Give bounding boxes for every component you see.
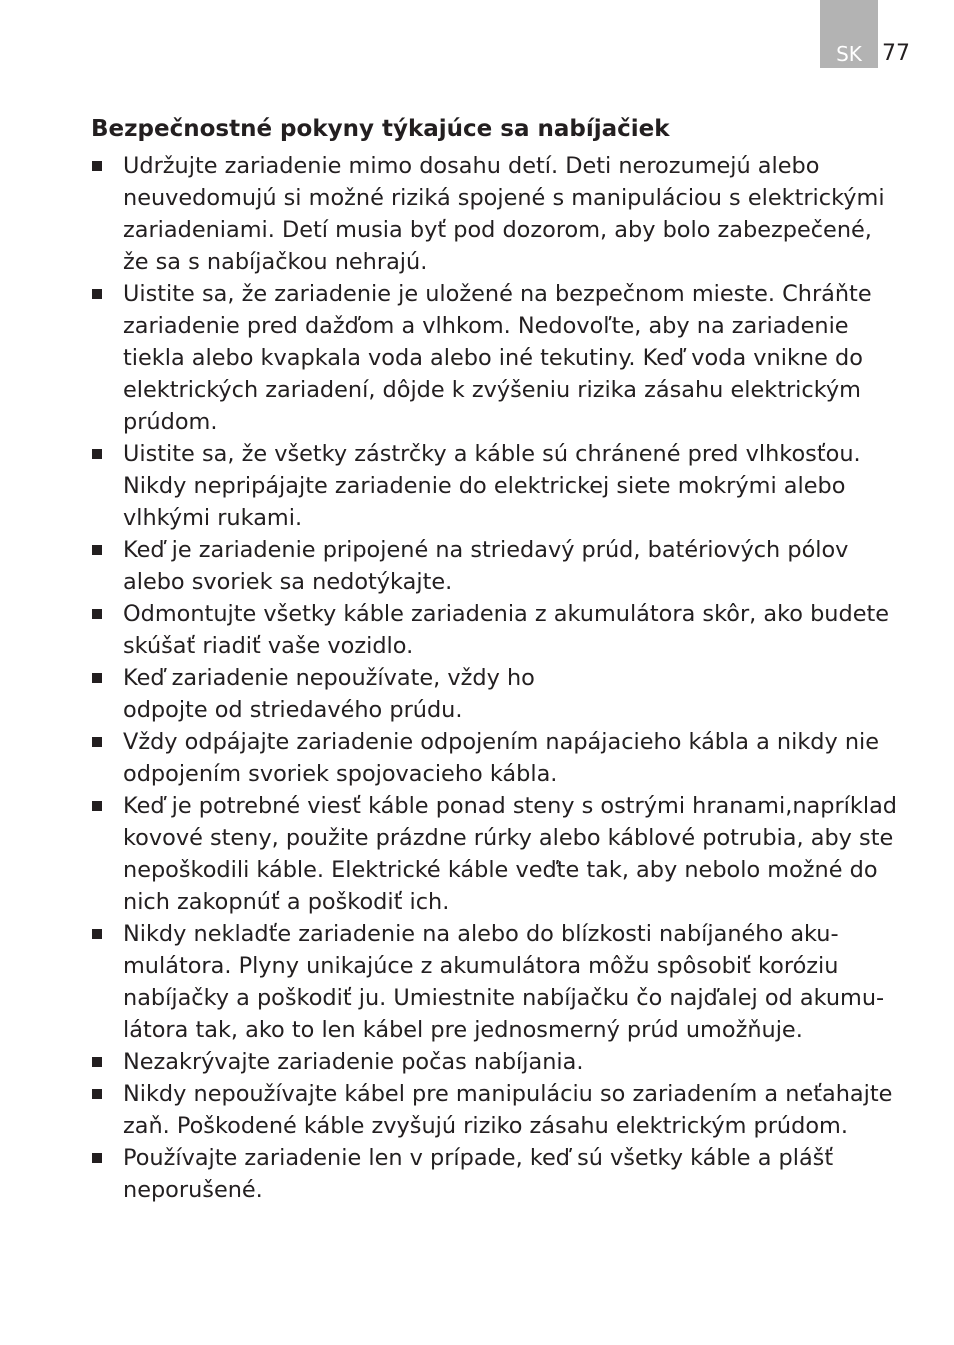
list-item-text-line: elektrických zariadení, dôjde k zvýšeniu rizika zásahu elektrickým — [123, 377, 861, 403]
list-item — [91, 1046, 911, 1078]
list-item-text-line: tiekla alebo kvapkala voda alebo iné tekutiny. Keď voda vnikne do — [123, 345, 863, 371]
safety-instructions-list — [91, 150, 911, 1206]
list-item — [91, 918, 911, 1046]
square-bullet-icon — [92, 1153, 102, 1163]
square-bullet-icon — [92, 929, 102, 939]
square-bullet-icon — [92, 1057, 102, 1067]
square-bullet-icon — [92, 545, 102, 555]
list-item-text-line: že sa s nabíjačkou nehrajú. — [123, 249, 428, 275]
list-item — [91, 534, 911, 598]
list-item-text-line: odpojte od striedavého prúdu. — [123, 697, 463, 723]
list-item-text-line: nepoškodili káble. Elektrické káble veďte tak, aby nebolo možné do — [123, 857, 878, 883]
square-bullet-icon — [92, 737, 102, 747]
list-item-text-line: Nikdy nepoužívajte kábel pre manipuláciu so zariadením a neťahajte — [123, 1081, 893, 1107]
list-item-text-line: Keď je potrebné viesť káble ponad steny s ostrými hranami,napríklad — [123, 793, 898, 819]
square-bullet-icon — [92, 289, 102, 299]
list-item-text-line: Uistite sa, že zariadenie je uložené na bezpečnom mieste. Chráňte — [123, 281, 872, 307]
list-item-text-line: nich zakopnúť a poškodiť ich. — [123, 889, 450, 915]
list-item-text-line: Nikdy nepripájajte zariadenie do elektrickej siete mokrými alebo — [123, 473, 846, 499]
square-bullet-icon — [92, 673, 102, 683]
list-item-text-line: látora tak, ako to len kábel pre jednosmerný prúd umožňuje. — [123, 1017, 803, 1043]
list-item-text-line: Odmontujte všetky káble zariadenia z akumulátora skôr, ako budete — [123, 601, 890, 627]
list-item-text-line: zariadenie pred dažďom a vlhkom. Nedovoľte, aby na zariadenie — [123, 313, 849, 339]
list-item-text-line: skúšať riadiť vaše vozidlo. — [123, 633, 414, 659]
square-bullet-icon — [92, 609, 102, 619]
square-bullet-icon — [92, 449, 102, 459]
list-item — [91, 1078, 911, 1142]
list-item-text-line: Keď zariadenie nepoužívate, vždy ho — [123, 665, 535, 691]
list-item-text-line: nabíjačky a poškodiť ju. Umiestnite nabíjačku čo najďalej od akumu- — [123, 985, 885, 1011]
language-label: SK — [836, 42, 862, 66]
list-item-text-line: vlhkými rukami. — [123, 505, 303, 531]
list-item — [91, 662, 911, 726]
list-item-text-line: alebo svoriek sa nedotýkajte. — [123, 569, 453, 595]
list-item-text-line: prúdom. — [123, 409, 218, 435]
list-item-text-line: Nezakrývajte zariadenie počas nabíjania. — [123, 1049, 584, 1075]
list-item — [91, 598, 911, 662]
list-item — [91, 278, 911, 438]
list-item — [91, 790, 911, 918]
square-bullet-icon — [92, 161, 102, 171]
list-item — [91, 150, 911, 278]
list-item-text-line: Keď je zariadenie pripojené na striedavý prúd, batériových pólov — [123, 537, 849, 563]
list-item-text-line: Používajte zariadenie len v prípade, keď sú všetky káble a plášť — [123, 1145, 834, 1171]
list-item — [91, 726, 911, 790]
list-item — [91, 1142, 911, 1206]
section-title: Bezpečnostné pokyny týkajúce sa nabíjačiek — [91, 116, 670, 142]
page-number: 77 — [882, 41, 910, 66]
list-item-text-line: mulátora. Plyny unikajúce z akumulátora môžu spôsobiť koróziu — [123, 953, 839, 979]
list-item-text-line: zaň. Poškodené káble zvyšujú riziko zásahu elektrickým prúdom. — [123, 1113, 848, 1139]
language-tab — [820, 0, 878, 68]
list-item-text-line: Vždy odpájajte zariadenie odpojením napájacieho kábla a nikdy nie — [123, 729, 880, 755]
square-bullet-icon — [92, 801, 102, 811]
list-item-text-line: Uistite sa, že všetky zástrčky a káble sú chránené pred vlhkosťou. — [123, 441, 861, 467]
list-item-text-line: neuvedomujú si možné riziká spojené s manipuláciou s elektrickými — [123, 185, 885, 211]
square-bullet-icon — [92, 1089, 102, 1099]
list-item-text-line: zariadeniami. Detí musia byť pod dozorom, aby bolo zabezpečené, — [123, 217, 872, 243]
list-item-text-line: Nikdy nekladťe zariadenie na alebo do blízkosti nabíjaného aku- — [123, 921, 839, 947]
list-item-text-line: neporušené. — [123, 1177, 263, 1203]
list-item-text-line: Udržujte zariadenie mimo dosahu detí. Deti nerozumejú alebo — [123, 153, 820, 179]
list-item-text-line: kovové steny, použite prázdne rúrky alebo káblové potrubia, aby ste — [123, 825, 894, 851]
list-item — [91, 438, 911, 534]
list-item-text-line: odpojením svoriek spojovacieho kábla. — [123, 761, 558, 787]
